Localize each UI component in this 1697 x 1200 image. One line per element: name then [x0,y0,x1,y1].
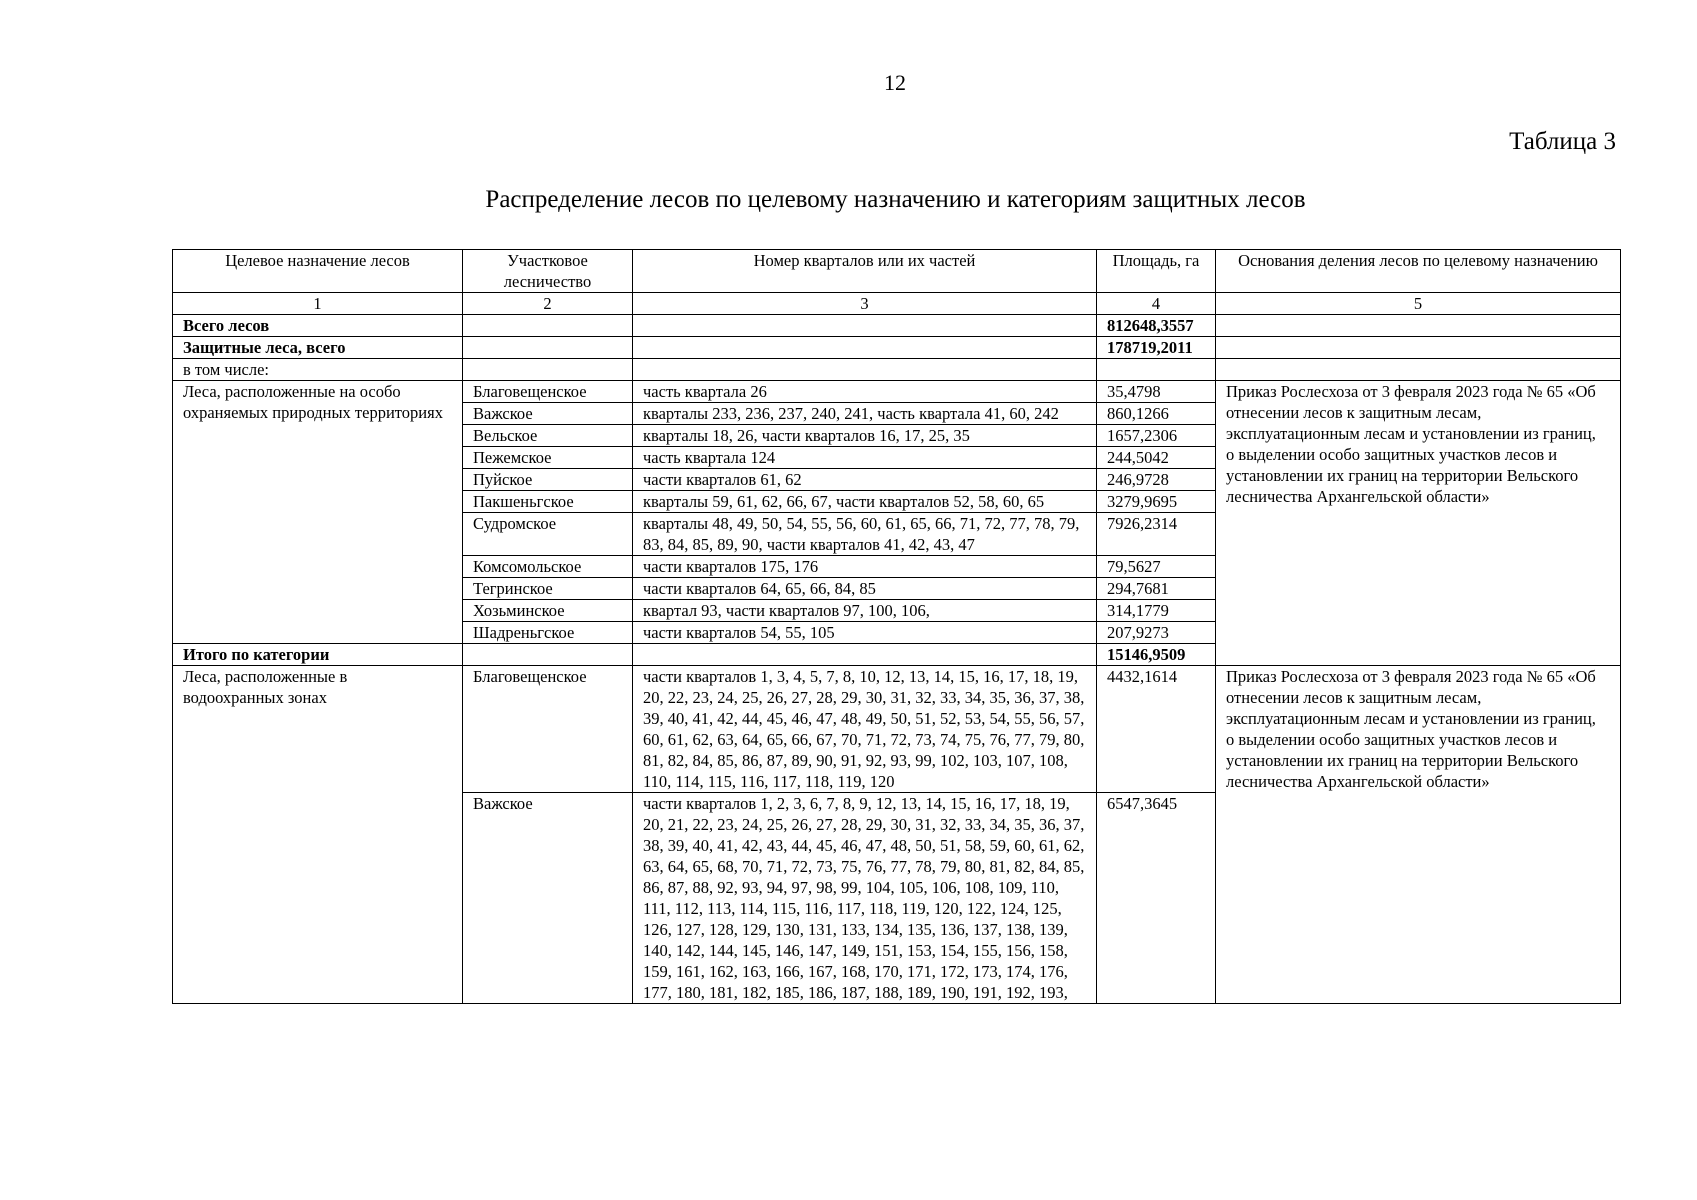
quarters-cell: кварталы 59, 61, 62, 66, 67, части кварталов 52, 58, 60, 65 [633,491,1097,513]
forest-distribution-table [172,249,1621,1004]
column-number: 2 [463,293,633,315]
page-number: 12 [884,70,906,95]
area-cell: 246,9728 [1097,469,1216,491]
area-cell: 4432,1614 [1097,666,1216,793]
quarters-cell: части кварталов 1, 2, 3, 6, 7, 8, 9, 12, 13, 14, 15, 16, 17, 18, 19, 20, 21, 22, 23, 24, 25, 26, 27, 28, 29, 30, 31, 32, 33, 34, 35, 36, 37, 38, 39, 40, 41, 42, 43, 44, 45, 46, 47, 48, 50, 51, 58, 59, 60, 61, 62, 63, 64, 65, 68, 70, 71, 72, 73, 75, 76, 77, 78, 79, 80, 81, 82, 84, 85, 86, 87, 88, 92, 93, 94, 97, 98, 99, 104, 105, 106, 108, 109, 110, 111, 112, 113, 114, 115, 116, 117, 118, 119, 120, 122, 124, 125, 126, 127, 128, 129, 130, 131, 133, 134, 135, 136, 137, 138, 139, 140, 142, 144, 145, 146, 147, 149, 151, 153, 154, 155, 156, 158, 159, 161, 162, 163, 166, 167, 168, 170, 171, 172, 173, 174, 176, 177, 180, 181, 182, 185, 186, 187, 188, 189, 190, 191, 192, 193, [633,793,1097,1004]
protective-forests-area: 178719,2011 [1097,337,1216,359]
forestry-cell: Хозьминское [463,600,633,622]
table-row [173,381,1621,403]
forestry-cell: Тегринское [463,578,633,600]
category-name: Леса, расположенные на особо охраняемых природных территориях [173,381,463,644]
area-cell: 35,4798 [1097,381,1216,403]
header-area: Площадь, га [1097,250,1216,293]
including-row [173,359,1621,381]
basis-cell: Приказ Рослесхоза от 3 февраля 2023 года № 65 «Об отнесении лесов к защитным лесам, эксплуатационным лесам и установлении из границ, о выделении особо защитных участков лесов и установлении их границ на территории Вельского лесничества Архангельской области» [1216,381,1621,666]
area-cell: 314,1779 [1097,600,1216,622]
area-cell: 860,1266 [1097,403,1216,425]
quarters-cell: кварталы 18, 26, части кварталов 16, 17, 25, 35 [633,425,1097,447]
column-number: 4 [1097,293,1216,315]
header-basis: Основания деления лесов по целевому назначению [1216,250,1621,293]
basis-cell: Приказ Рослесхоза от 3 февраля 2023 года № 65 «Об отнесении лесов к защитным лесам, эксплуатационным лесам и установлении из границ, о выделении особо защитных участков лесов и установлении их границ на территории Вельского лесничества Архангельской области» [1216,666,1621,1004]
quarters-cell: кварталы 48, 49, 50, 54, 55, 56, 60, 61, 65, 66, 71, 72, 77, 78, 79, 83, 84, 85, 89, 90, части кварталов 41, 42, 43, 47 [633,513,1097,556]
area-cell: 244,5042 [1097,447,1216,469]
column-number: 5 [1216,293,1621,315]
forestry-cell: Судромское [463,513,633,556]
category-total-area: 15146,9509 [1097,644,1216,666]
forestry-cell: Вельское [463,425,633,447]
forestry-cell: Благовещенское [463,666,633,793]
table-row [173,666,1621,793]
quarters-cell: части кварталов 61, 62 [633,469,1097,491]
forestry-cell: Важское [463,793,633,1004]
area-cell: 294,7681 [1097,578,1216,600]
area-cell: 6547,3645 [1097,793,1216,1004]
protective-forests-label: Защитные леса, всего [173,337,463,359]
header-purpose: Целевое назначение лесов [173,250,463,293]
quarters-cell: части кварталов 64, 65, 66, 84, 85 [633,578,1097,600]
forestry-cell: Пуйское [463,469,633,491]
total-forests-row [173,315,1621,337]
forestry-cell: Важское [463,403,633,425]
area-cell: 79,5627 [1097,556,1216,578]
forestry-cell: Пежемское [463,447,633,469]
column-number: 3 [633,293,1097,315]
quarters-cell: кварталы 233, 236, 237, 240, 241, часть квартала 41, 60, 242 [633,403,1097,425]
total-forests-area: 812648,3557 [1097,315,1216,337]
document-title: Распределение лесов по целевому назначению и категориям защитных лесов [485,186,1306,213]
table-header-row [173,250,1621,293]
header-quarters: Номер кварталов или их частей [633,250,1097,293]
area-cell: 207,9273 [1097,622,1216,644]
quarters-cell: квартал 93, части кварталов 97, 100, 106, [633,600,1097,622]
forestry-cell: Пакшеньгское [463,491,633,513]
category-name: Леса, расположенные в водоохранных зонах [173,666,463,1004]
quarters-cell: часть квартала 26 [633,381,1097,403]
area-cell: 1657,2306 [1097,425,1216,447]
area-cell: 3279,9695 [1097,491,1216,513]
quarters-cell: часть квартала 124 [633,447,1097,469]
forestry-cell: Комсомольское [463,556,633,578]
category-total-label: Итого по категории [173,644,463,666]
area-cell: 7926,2314 [1097,513,1216,556]
column-number-row [173,293,1621,315]
quarters-cell: части кварталов 175, 176 [633,556,1097,578]
protective-forests-row [173,337,1621,359]
column-number: 1 [173,293,463,315]
forestry-cell: Шадреньгское [463,622,633,644]
forestry-cell: Благовещенское [463,381,633,403]
total-forests-label: Всего лесов [173,315,463,337]
table-label: Таблица 3 [1509,128,1616,155]
including-label: в том числе: [173,359,463,381]
quarters-cell: части кварталов 54, 55, 105 [633,622,1097,644]
header-forestry: Участковое лесничество [463,250,633,293]
quarters-cell: части кварталов 1, 3, 4, 5, 7, 8, 10, 12, 13, 14, 15, 16, 17, 18, 19, 20, 22, 23, 24, 25, 26, 27, 28, 29, 30, 31, 32, 33, 34, 35, 36, 37, 38, 39, 40, 41, 42, 44, 45, 46, 47, 48, 49, 50, 51, 52, 53, 54, 55, 56, 57, 60, 61, 62, 63, 64, 65, 66, 67, 70, 71, 72, 73, 74, 75, 76, 77, 79, 80, 81, 82, 84, 85, 86, 87, 89, 90, 91, 92, 93, 99, 102, 103, 107, 108, 110, 114, 115, 116, 117, 118, 119, 120 [633,666,1097,793]
